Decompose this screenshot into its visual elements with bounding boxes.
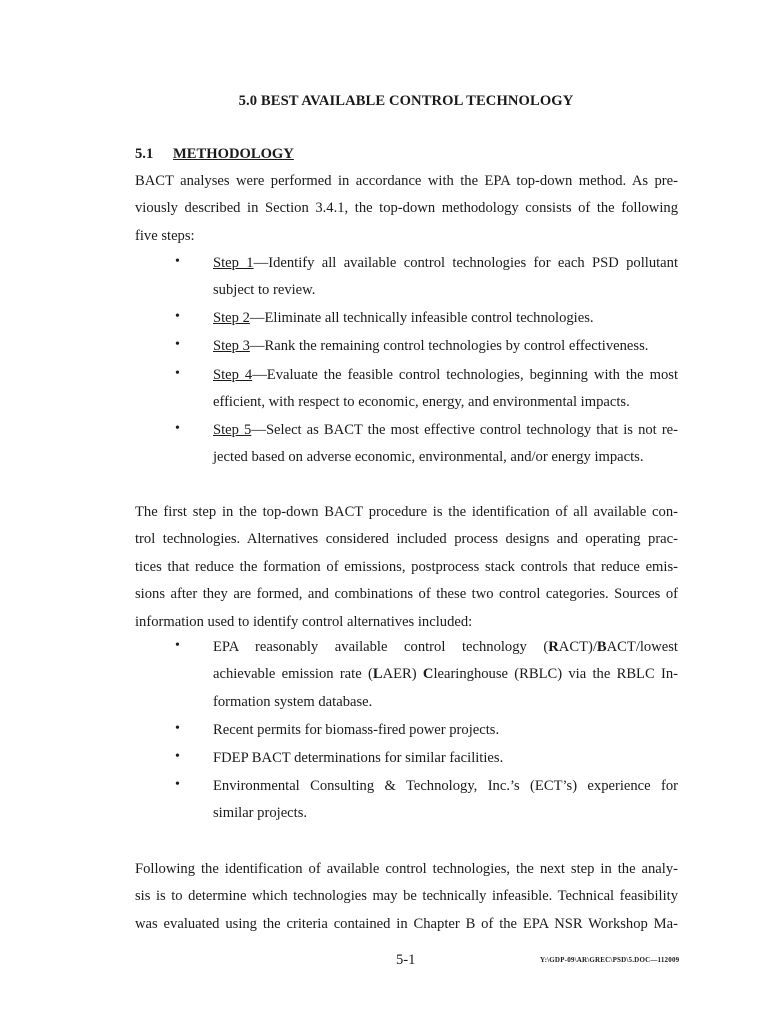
text-run: Recent permits for biomass-fired power projects.: [213, 722, 500, 738]
text-run: Environmental Consulting & Technology, Inc.’s (ECT’s) experience for: [213, 778, 678, 794]
text-line: viously described in Section 3.4.1, the top-down methodology consists of the following: [135, 200, 678, 217]
text-line: information used to identify control alternatives included:: [135, 613, 473, 630]
section-heading: [135, 146, 294, 163]
bullet: •: [175, 638, 180, 653]
bullet: •: [175, 254, 180, 269]
step-text: efficient, with respect to economic, energy, and environmental impacts.: [213, 394, 630, 411]
text-run: similar projects.: [213, 805, 308, 822]
step-text: jected based on adverse economic, environmental, and/or energy impacts.: [213, 449, 644, 466]
text-line: sions after they are formed, and combinations of these two control categories. Sources of: [135, 586, 678, 603]
section-number: 5.1: [135, 146, 154, 162]
bullet: •: [175, 309, 180, 324]
step-label: Step 4: [213, 367, 253, 383]
chapter-title: 5.0 BEST AVAILABLE CONTROL TECHNOLOGY: [238, 93, 574, 109]
text-run: EPA reasonably available control technology (: [213, 639, 549, 655]
intro-paragraph: [135, 168, 678, 250]
text-run: achievable emission rate (: [213, 666, 373, 683]
text-line: Following the identification of available control technologies, the next step in the analy-: [135, 861, 678, 877]
step-text: —Identify all available control technologies for each PSD pollutant: [253, 255, 679, 271]
step-label: Step 2: [213, 310, 250, 326]
bold-letter: R: [548, 639, 559, 655]
text-run: formation system database.: [213, 693, 373, 710]
text-line: was evaluated using the criteria contained in Chapter B of the EPA NSR Workshop Ma-: [135, 915, 678, 932]
text-run: learinghouse (RBLC) via the RBLC In-: [433, 666, 678, 683]
bullet: •: [175, 749, 180, 764]
step-label: Step 5: [213, 422, 252, 438]
step-label: Step 3: [213, 338, 250, 354]
text-run: AER): [382, 666, 423, 683]
feasibility-paragraph: [135, 856, 678, 938]
step-text: —Rank the remaining control technologies by control effectiveness.: [249, 338, 649, 354]
bold-letter: B: [596, 639, 607, 655]
text-line: The first step in the top-down BACT procedure is the identification of all available con-: [135, 504, 678, 520]
bold-letter: C: [422, 666, 434, 683]
text-line: trol technologies. Alternatives considered included process designs and operating prac-: [135, 531, 678, 548]
step-text: —Eliminate all technically infeasible control technologies.: [249, 310, 594, 326]
step-text: —Evaluate the feasible control technologies, beginning with the most: [252, 367, 678, 383]
step-text: subject to review.: [213, 282, 316, 299]
text-line: BACT analyses were performed in accordance with the EPA top-down method. As pre-: [135, 173, 678, 189]
file-reference: Y:\GDP-09\AR\GREC\PSD\5.DOC—112009: [540, 956, 680, 964]
bullet: •: [175, 366, 180, 381]
text-line: five steps:: [135, 227, 195, 244]
bullet: •: [175, 337, 180, 352]
bullet: •: [175, 421, 180, 436]
bullet: •: [175, 721, 180, 736]
page-number: 5-1: [396, 952, 416, 968]
step-label: Step 1: [213, 255, 254, 271]
text-run: ACT)/: [558, 639, 597, 655]
bullet: •: [175, 777, 180, 792]
text-run: FDEP BACT determinations for similar facilities.: [213, 750, 504, 766]
bold-letter: L: [372, 666, 383, 683]
step-text: —Select as BACT the most effective control technology that is not re-: [251, 422, 679, 438]
section-label: METHODOLOGY: [173, 146, 294, 162]
text-line: sis is to determine which technologies may be technically infeasible. Technical feasibility: [135, 888, 678, 905]
text-run: ACT/lowest: [606, 639, 678, 655]
control-technologies-paragraph: [135, 499, 678, 636]
text-line: tices that reduce the formation of emissions, postprocess stack controls that reduce emis-: [135, 558, 678, 575]
